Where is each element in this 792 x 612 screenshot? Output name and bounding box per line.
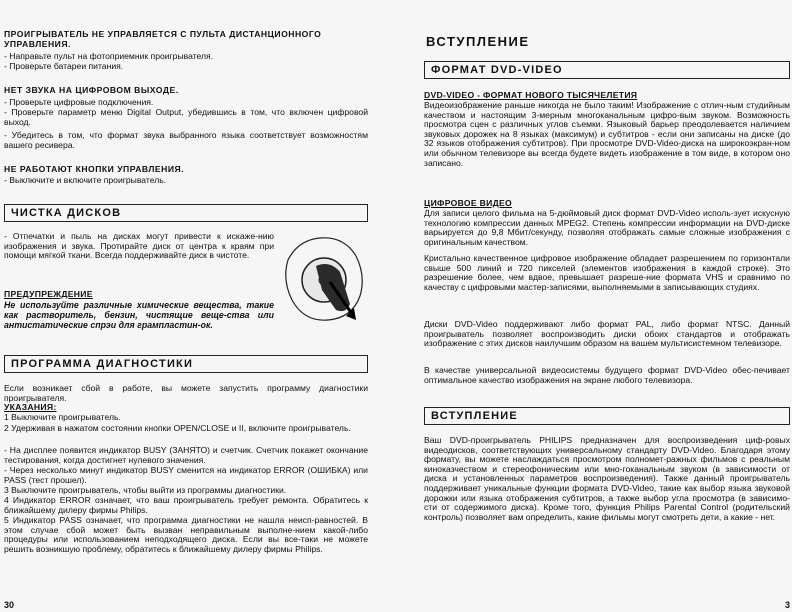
introduction-paragraph: Ваш DVD-проигрыватель PHILIPS предназначен для воспроизведения циф-ровых видеодисков, соответствующих универсальному стандарту DVD-Video. Благодаря этому формату, вы можете наслаждаться просмотром полномет-ражных фильмов с реальным киноказчеством и стереофоническим или мно-гоканальным звуком (в зависимости от диска и установленных параметров воспроизведения). Также данный проигрыватель поддерживает уникальные функции формата DVD-Video, такие как выбор языка звуковой дорожки или языка отображения субтитров, а также выбор угла просмотра (в зависимо-сти от содержимого диска). Кроме того, функция Philips Parental Control (родительский контроль) позволяет вам определить, какие фильмы могут смотреть дети, а какие - нет. — [424, 435, 790, 522]
pal-ntsc-paragraph: Диски DVD-Video поддерживают либо формат PAL, либо формат NTSC. Данный проигрыватель позволяет воспроизводить диски обоих стандартов и отображать изображение с этих дисков наилучшим образом на вашем мультисистемном телевизоре. — [424, 319, 790, 349]
page-number-right: 3 — [784, 600, 790, 610]
notes-title: УКАЗАНИЯ: — [4, 402, 57, 412]
no-sound-line1: - Проверьте цифровые подключения. — [4, 97, 154, 107]
remote-problem-title: ПРОИГРЫВАТЕЛЬ НЕ УПРАВЛЯЕТСЯ С ПУЛЬТА ДИСТАНЦИОННОГО УПРАВЛЕНИЯ. — [4, 29, 322, 49]
diag-step-2: 2 Удерживая в нажатом состоянии кнопки OPEN/CLOSE и II, включите проигрыватель. — [4, 423, 351, 433]
page-number-left: 30 — [4, 600, 15, 610]
diag-step-3: - На дисплее появится индикатор BUSY (ЗАНЯТО) и счетчик. Счетчик покажет окончание тестирования, когда достигнет нулевого значения. — [4, 445, 368, 465]
buttons-problem-title: НЕ РАБОТАЮТ КНОПКИ УПРАВЛЕНИЯ. — [4, 164, 185, 174]
diag-step-7: 5 Индикатор PASS означает, что программа диагностики не нашла неисп-равностей. В этом случае сбой может быть вызван неправильным выполне-нием какой-либо процедуры или использованием неподходящего диска. Если вы все-таки не можете решить возникшую проблему, обратитесь к ближайшему дилеру фирмы Philips. — [4, 515, 368, 554]
disc-wipe-illustration-icon — [280, 230, 366, 326]
diagnostics-header — [4, 355, 368, 373]
universal-format-paragraph: В качестве универсальной видеосистемы будущего формат DVD-Video обес-печивает оптимальное качество изображения на экране любого телевизора. — [424, 365, 790, 385]
diag-step-6: 4 Индикатор ERROR означает, что ваш проигрыватель требует ремонта. Обратитесь к ближайшему дилеру фирмы Philips. — [4, 495, 368, 515]
main-title: ВСТУПЛЕНИЕ — [426, 34, 530, 49]
dvd-format-title: ФОРМАТ DVD-VIDEO — [431, 64, 563, 76]
diag-step-4: - Через несколько минут индикатор BUSY сменится на индикатор ERROR (ОШИБКА) или PASS (тест прошел). — [4, 465, 368, 485]
diag-step-1: 1 Выключите проигрыватель. — [4, 412, 121, 422]
disc-cleaning-title: ЧИСТКА ДИСКОВ — [11, 207, 122, 219]
resolution-paragraph: Кристально качественное цифровое изображение обладает разрешением по горизонтали свыше 500 линий и 720 пикселей (элементов изображения в каждой строке). Это разрешение более, чем вдвое, превышает разреше-ние формата VHS и сравнимо по качеству с цифровыми мастер-записями, выполняемыми в записывающих студиях. — [424, 253, 790, 292]
no-sound-line3: - Убедитесь в том, что формат звука выбранного языка соответствует возможностям вашего ресивера. — [4, 130, 368, 150]
buttons-problem-line1: - Выключите и включите проигрыватель. — [4, 175, 167, 185]
digital-video-subheading: ЦИФРОВОЕ ВИДЕО — [424, 198, 513, 208]
warning-text: Не используйте различные химические вещества, такие как растворитель, бензин, чистящие веще-ства или антистатические спрэи для грампластин-ок. — [4, 300, 274, 330]
diagnostics-title: ПРОГРАММА ДИАГНОСТИКИ — [11, 358, 194, 370]
remote-problem-line2: - Проверьте батареи питания. — [4, 61, 124, 71]
cleaning-text: - Отпечатки и пыль на дисках могут привести к искаже-нию изображения и звука. Протирайте диск от центра к краям при помощи мягкой ткани. Всегда поддерживайте диск в чистоте. — [4, 231, 274, 261]
diagnostics-intro: Если возникает сбой в работе, вы можете запустить программу диагностики проигрывателя. — [4, 383, 368, 403]
dvd-video-subheading: DVD-VIDEO - ФОРМАТ НОВОГО ТЫСЯЧЕЛЕТИЯ — [424, 90, 638, 100]
dvd-video-paragraph: Видеоизображение раньше никогда не было таким! Изображение с отлич-ным студийным качеством и настоящим 3-мерным многоканальным цифро-вым звуком. Возможность просмотра сцен с различных углов съемки. Языковый барьер преодолевается наличием звуковых дорожек на 8 языках (максимум) и субтитров - если они записаны на диске (до 32 языков отображения субтитров). При просмотре DVD-Video-диска на широкоэкран-ном или обычном телевизоре вы всегда будете видеть изображение в том виде, в котором оно записано. — [424, 100, 790, 168]
introduction-header — [424, 407, 790, 425]
dvd-format-header — [424, 61, 790, 79]
no-sound-title: НЕТ ЗВУКА НА ЦИФРОВОМ ВЫХОДЕ. — [4, 85, 179, 95]
diag-step-5: 3 Выключите проигрыватель, чтобы выйти из программы диагностики. — [4, 485, 287, 495]
introduction-title: ВСТУПЛЕНИЕ — [431, 410, 518, 422]
no-sound-line2: - Проверьте параметр меню Digital Output, убедившись в том, что включен цифровой выход. — [4, 107, 368, 127]
warning-title: ПРЕДУПРЕЖДЕНИЕ — [4, 289, 93, 299]
remote-problem-line1: - Направьте пульт на фотоприемник проигрывателя. — [4, 51, 214, 61]
disc-cleaning-header — [4, 204, 368, 222]
digital-video-paragraph: Для записи целого фильма на 5-дюймовый диск формат DVD-Video исполь-зует искусную технологию компрессии данных MPEG2. Степень компрессии информации на DVD-диске варьируется до 9,8 Мбит/секунду, позволяя отображать самые сложные изображения с оригинальным качеством. — [424, 208, 790, 247]
